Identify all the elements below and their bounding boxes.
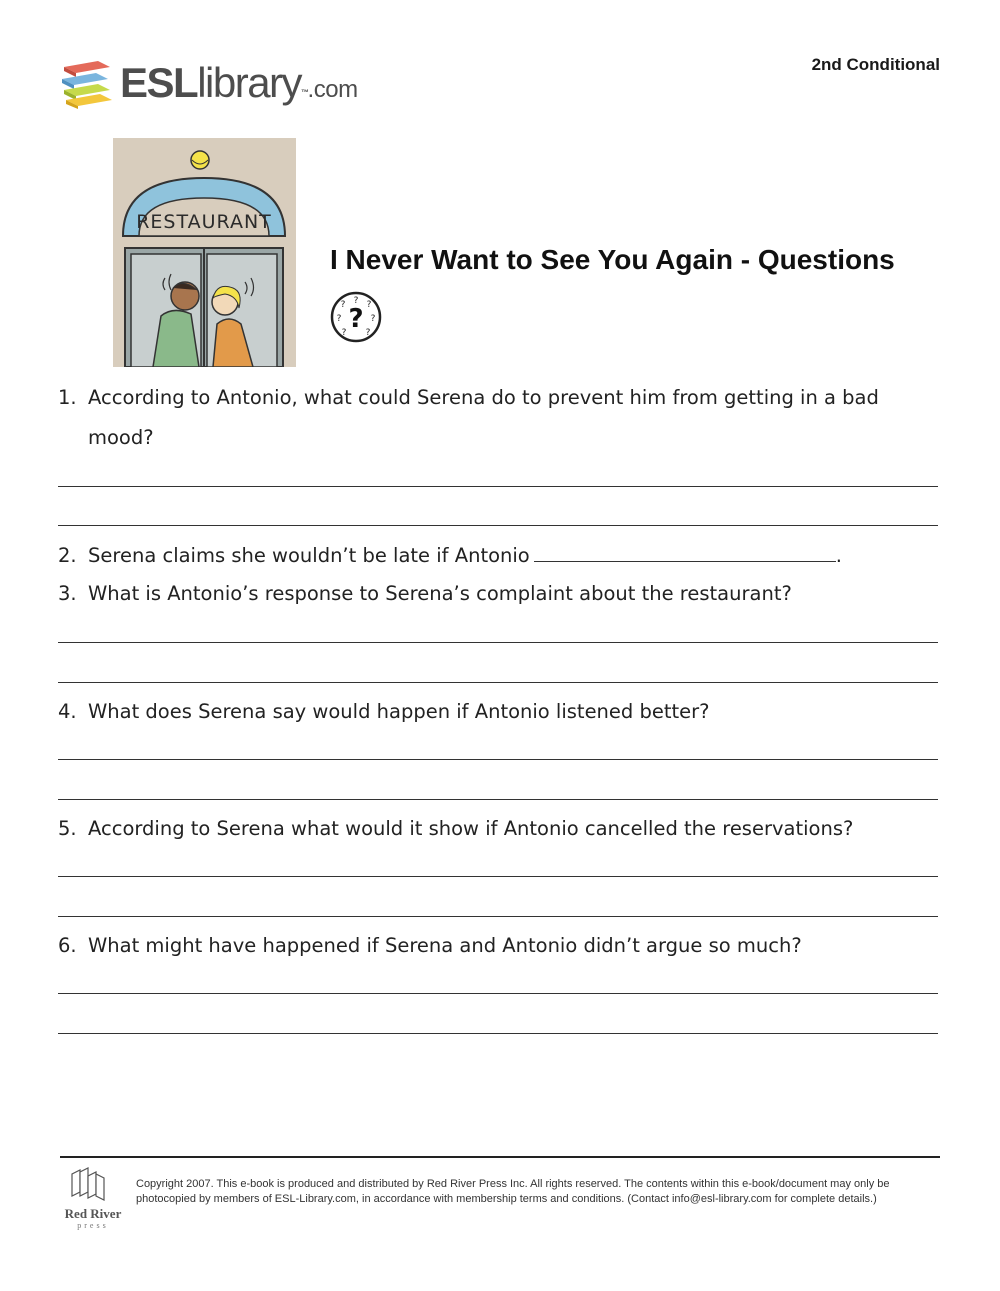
answer-line[interactable]	[58, 525, 938, 526]
svg-text:?: ?	[348, 304, 364, 334]
red-river-press-logo	[58, 1166, 128, 1232]
answer-line[interactable]	[58, 759, 938, 760]
fill-in-blank[interactable]	[534, 539, 836, 562]
question-number: 5.	[58, 817, 77, 840]
question-text: What does Serena say would happen if Antonio listened better?	[88, 700, 710, 723]
question-2	[58, 536, 940, 576]
question-text: What is Antonio’s response to Serena’s complaint about the restaurant?	[88, 582, 792, 605]
answer-line[interactable]	[58, 916, 938, 917]
svg-text:?: ?	[341, 328, 347, 338]
logo-wordmark: ESLlibrary™.com	[120, 59, 358, 106]
question-number: 2.	[58, 544, 77, 567]
svg-text:Red River: Red River	[64, 1206, 122, 1221]
answer-line[interactable]	[58, 486, 938, 487]
question-number: 4.	[58, 700, 77, 723]
svg-text:?: ?	[340, 300, 346, 310]
answer-line[interactable]	[58, 682, 938, 683]
question-number: 6.	[58, 934, 77, 957]
answer-line[interactable]	[58, 642, 938, 643]
copyright-notice: Copyright 2007. This e-book is produced and distributed by Red River Press Inc. All rights reserved. The contents within this e-book/document may only be photocopied by members of ESL-Library.com, in accordance with membership terms and conditions. (Contact info@esl-library.com for complete details.)	[136, 1178, 890, 1205]
answer-line[interactable]	[58, 799, 938, 800]
question-text: According to Serena what would it show if Antonio cancelled the reservations?	[88, 817, 854, 840]
question-text: According to Antonio, what could Serena do to prevent him from getting in a bad mood?	[88, 386, 879, 449]
question-6	[58, 926, 940, 966]
question-4	[58, 692, 940, 732]
restaurant-illustration	[113, 138, 296, 367]
answer-line[interactable]	[58, 1033, 938, 1034]
question-3	[58, 574, 940, 614]
svg-text:?: ?	[353, 296, 359, 306]
answer-line[interactable]	[58, 993, 938, 994]
question-number: 3.	[58, 582, 77, 605]
svg-text:press: press	[77, 1221, 109, 1230]
svg-text:?: ?	[366, 300, 372, 310]
worksheet-topic: 2nd Conditional	[811, 55, 940, 74]
question-text: What might have happened if Serena and Antonio didn’t argue so much?	[88, 934, 802, 957]
question-number: 1.	[58, 386, 77, 409]
worksheet-title: I Never Want to See You Again - Questions	[330, 244, 895, 275]
answer-line[interactable]	[58, 876, 938, 877]
restaurant-sign-text: RESTAURANT	[136, 211, 272, 233]
svg-text:?: ?	[336, 314, 342, 324]
svg-text:?: ?	[370, 314, 376, 324]
question-marks-icon	[329, 290, 383, 344]
footer-divider	[60, 1156, 940, 1158]
esl-library-logo	[58, 55, 368, 115]
books-stack-icon	[58, 57, 114, 109]
svg-text:?: ?	[365, 328, 371, 338]
question-1	[58, 378, 940, 458]
question-suffix: .	[835, 544, 842, 567]
question-5	[58, 809, 940, 849]
question-text: Serena claims she wouldn’t be late if Antonio	[88, 544, 530, 567]
